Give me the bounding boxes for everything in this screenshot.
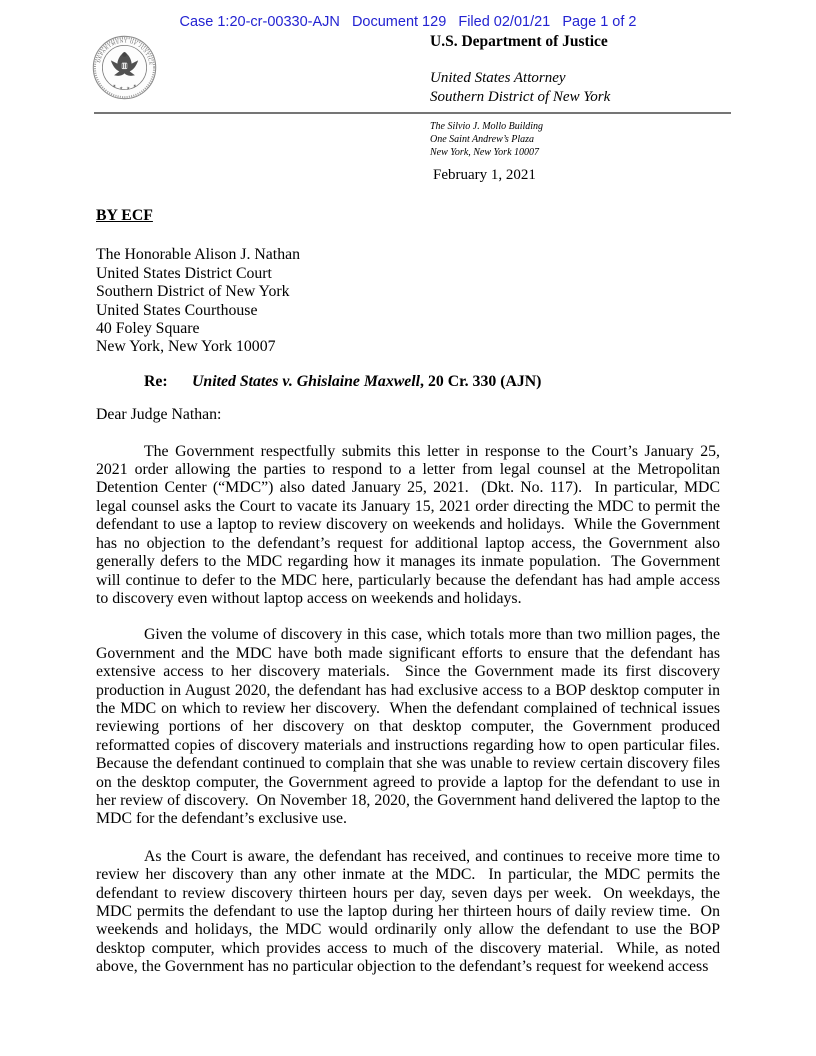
re-line bbox=[144, 373, 720, 391]
office-address-line: New York, New York 10007 bbox=[430, 147, 540, 158]
case-name: United States v. Ghislaine Maxwell bbox=[192, 372, 421, 390]
recipient-line: United States Courthouse bbox=[96, 301, 258, 319]
recipient-line: 40 Foley Square bbox=[96, 320, 200, 338]
office-district: Southern District of New York bbox=[430, 89, 611, 105]
body-paragraph: The Government respectfully submits this letter in response to the Court’s January 25, 2021 order allowing the parties to respond to a letter from legal counsel at the Metropolitan Detention Center (“MDC”) also dated January 25, 2021. (Dkt. No. 117). In particular, MDC legal counsel asks the Court to vacate its January 15, 2021 order directing the MDC to permit the defendant to use a laptop to review discovery on weekends and holidays. While the Government has no objection to the defendant’s request for additional laptop access, the Government also generally defers to the MDC regarding how it manages its inmate population. The Government will continue to defer to the MDC here, particularly because the defendant has had ample access to discovery even without laptop access on weekends and holidays. bbox=[96, 442, 724, 607]
letter-date: February 1, 2021 bbox=[433, 167, 536, 183]
office-title: United States Attorney bbox=[430, 70, 566, 86]
recipient-line: New York, New York 10007 bbox=[96, 338, 276, 356]
doj-seal-icon bbox=[92, 35, 157, 100]
recipient-line: Southern District of New York bbox=[96, 283, 290, 301]
office-address-line: The Silvio J. Mollo Building bbox=[430, 121, 544, 132]
body-paragraph: Given the volume of discovery in this case, which totals more than two million pages, the Government and the MDC have both made significant efforts to ensure that the defendant has extensive access to her discovery materials. Since the Government made its first discovery production in August 2020, the defendant has had exclusive access to a BOP desktop computer in the MDC on which to review her discovery. When the defendant complained of technical issues reviewing portions of her discovery on that desktop computer, the Government produced reformatted copies of discovery materials and instructions regarding how to open particular files. Because the defendant continued to complain that she was unable to review certain discovery files on the desktop computer, the Government agreed to provide a laptop for the defendant to use in her review of discovery. On November 18, 2020, the Government hand delivered the laptop to the MDC for the defendant’s exclusive use. bbox=[96, 626, 728, 828]
salutation: Dear Judge Nathan: bbox=[96, 406, 222, 424]
office-address-line: One Saint Andrew’s Plaza bbox=[430, 134, 534, 145]
svg-text:DEPARTMENT OF JUSTICE: DEPARTMENT OF JUSTICE bbox=[96, 39, 153, 67]
agency-name: U.S. Department of Justice bbox=[430, 33, 608, 50]
recipient-line: The Honorable Alison J. Nathan bbox=[96, 246, 301, 264]
ecf-case-stamp: Case 1:20-cr-00330-AJN Document 129 Filed 02/01/21 Page 1 of 2 bbox=[179, 14, 637, 30]
re-label: Re: bbox=[144, 372, 168, 390]
body-paragraph: As the Court is aware, the defendant has received, and continues to receive more time to review her discovery than any other inmate at the MDC. In particular, the MDC permits the defendant to review discovery thirteen hours per day, seven days per week. On weekdays, the MDC permits the defendant to use the laptop during her thirteen hours of daily review time. On weekends and holidays, the MDC would ordinarily only allow the defendant to use the BOP desktop computer, which provides access to much of the discovery material. While, as noted above, the Government has no particular objection to the defendant’s request for weekend access bbox=[96, 847, 724, 976]
svg-text:★ ★ ★ ★: ★ ★ ★ ★ bbox=[111, 81, 139, 91]
office-block bbox=[430, 69, 610, 107]
recipient-address-block bbox=[96, 246, 720, 356]
office-address-block bbox=[430, 120, 543, 159]
letter-body bbox=[96, 207, 728, 977]
letterhead-divider bbox=[94, 112, 731, 114]
case-number: , 20 Cr. 330 (AJN) bbox=[420, 372, 542, 390]
recipient-line: United States District Court bbox=[96, 264, 272, 282]
delivery-method: BY ECF bbox=[96, 207, 153, 224]
